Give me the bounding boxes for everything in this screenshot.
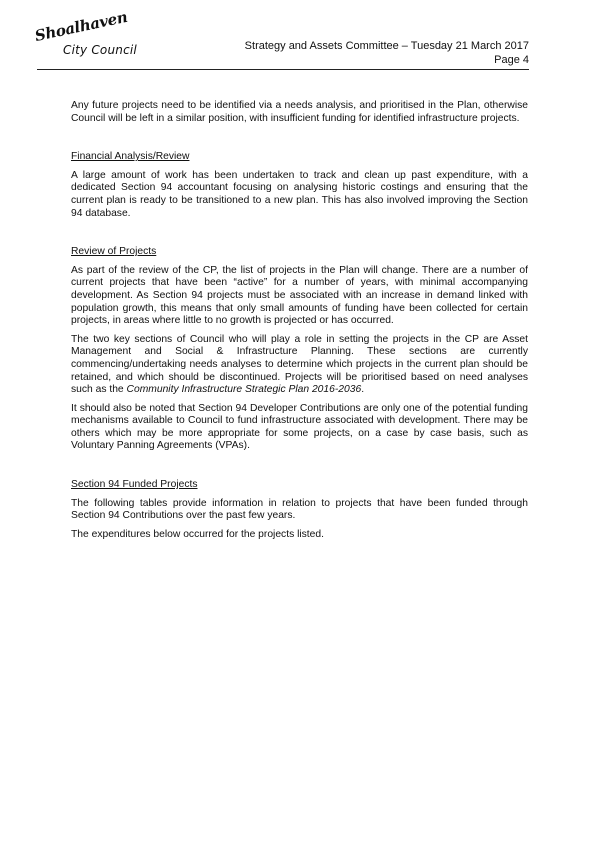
document-body: [71, 100, 528, 547]
financial-paragraph: A large amount of work has been undertaken to track and clean up past expenditure, with a dedicated Section 94 accountant focusing on analysing historic costings and ensuring that the current plan is ready to be transitioned to a new plan. This has also involved improving the Section 94 database.: [71, 169, 528, 219]
review-p2-end: .: [361, 384, 365, 396]
funded-heading: Section 94 Funded Projects: [71, 479, 198, 491]
financial-heading: Financial Analysis/Review: [71, 151, 190, 163]
logo-wordmark: Shoalhaven: [33, 7, 129, 45]
page-number: Page 4: [494, 53, 529, 66]
council-logo: [33, 7, 147, 67]
intro-paragraph: Any future projects need to be identified via a needs analysis, and prioritised in the Plan, otherwise Council will be left in a similar position, with insufficient funding for identified infrastructure projects.: [71, 100, 528, 124]
meeting-title: Strategy and Assets Committee – Tuesday 21 March 2017: [244, 40, 529, 52]
section-spacer: [71, 459, 528, 479]
review-paragraph-2: [71, 334, 528, 397]
funded-paragraph-2: The expenditures below occurred for the projects listed.: [71, 528, 324, 540]
header-divider: [37, 69, 529, 70]
section-spacer: [71, 226, 528, 246]
review-paragraph-1: As part of the review of the CP, the list of projects in the Plan will change. There are a number of current projects that have been “active” for a number of years, with minimal accompanying development. As Section 94 projects must be associated with an increase in demand linked with population growth, this means that only small amounts of funding have been collected for certain projects, in areas where little to no growth is projected or has occurred.: [71, 264, 528, 327]
review-p2-text: The two key sections of Council who will play a role in setting the projects in the CP are Asset Management and Social & Infrastructure Planning. These sections are currently commencing/undertaking needs analyses to determine which projects in the current plan should be retained, and which should be discontinued. Projects will be prioritised based on need analyses such as the: [71, 333, 528, 396]
review-paragraph-3: It should also be noted that Section 94 Developer Contributions are only one of the potential funding mechanisms available to Council to fund infrastructure associated with development. There may be others which may be more appropriate for some projects, on a case by case basis, such as Voluntary Panning Agreements (VPAs).: [71, 402, 528, 452]
funded-paragraph-1: The following tables provide information in relation to projects that have been funded through Section 94 Contributions over the past few years.: [71, 497, 528, 522]
logo-subtitle: City Council: [63, 43, 137, 57]
review-heading: Review of Projects: [71, 246, 157, 258]
section-spacer: [71, 131, 528, 151]
strategic-plan-title: Community Infrastructure Strategic Plan 2016-2036: [126, 384, 362, 396]
page-header: [245, 40, 529, 67]
